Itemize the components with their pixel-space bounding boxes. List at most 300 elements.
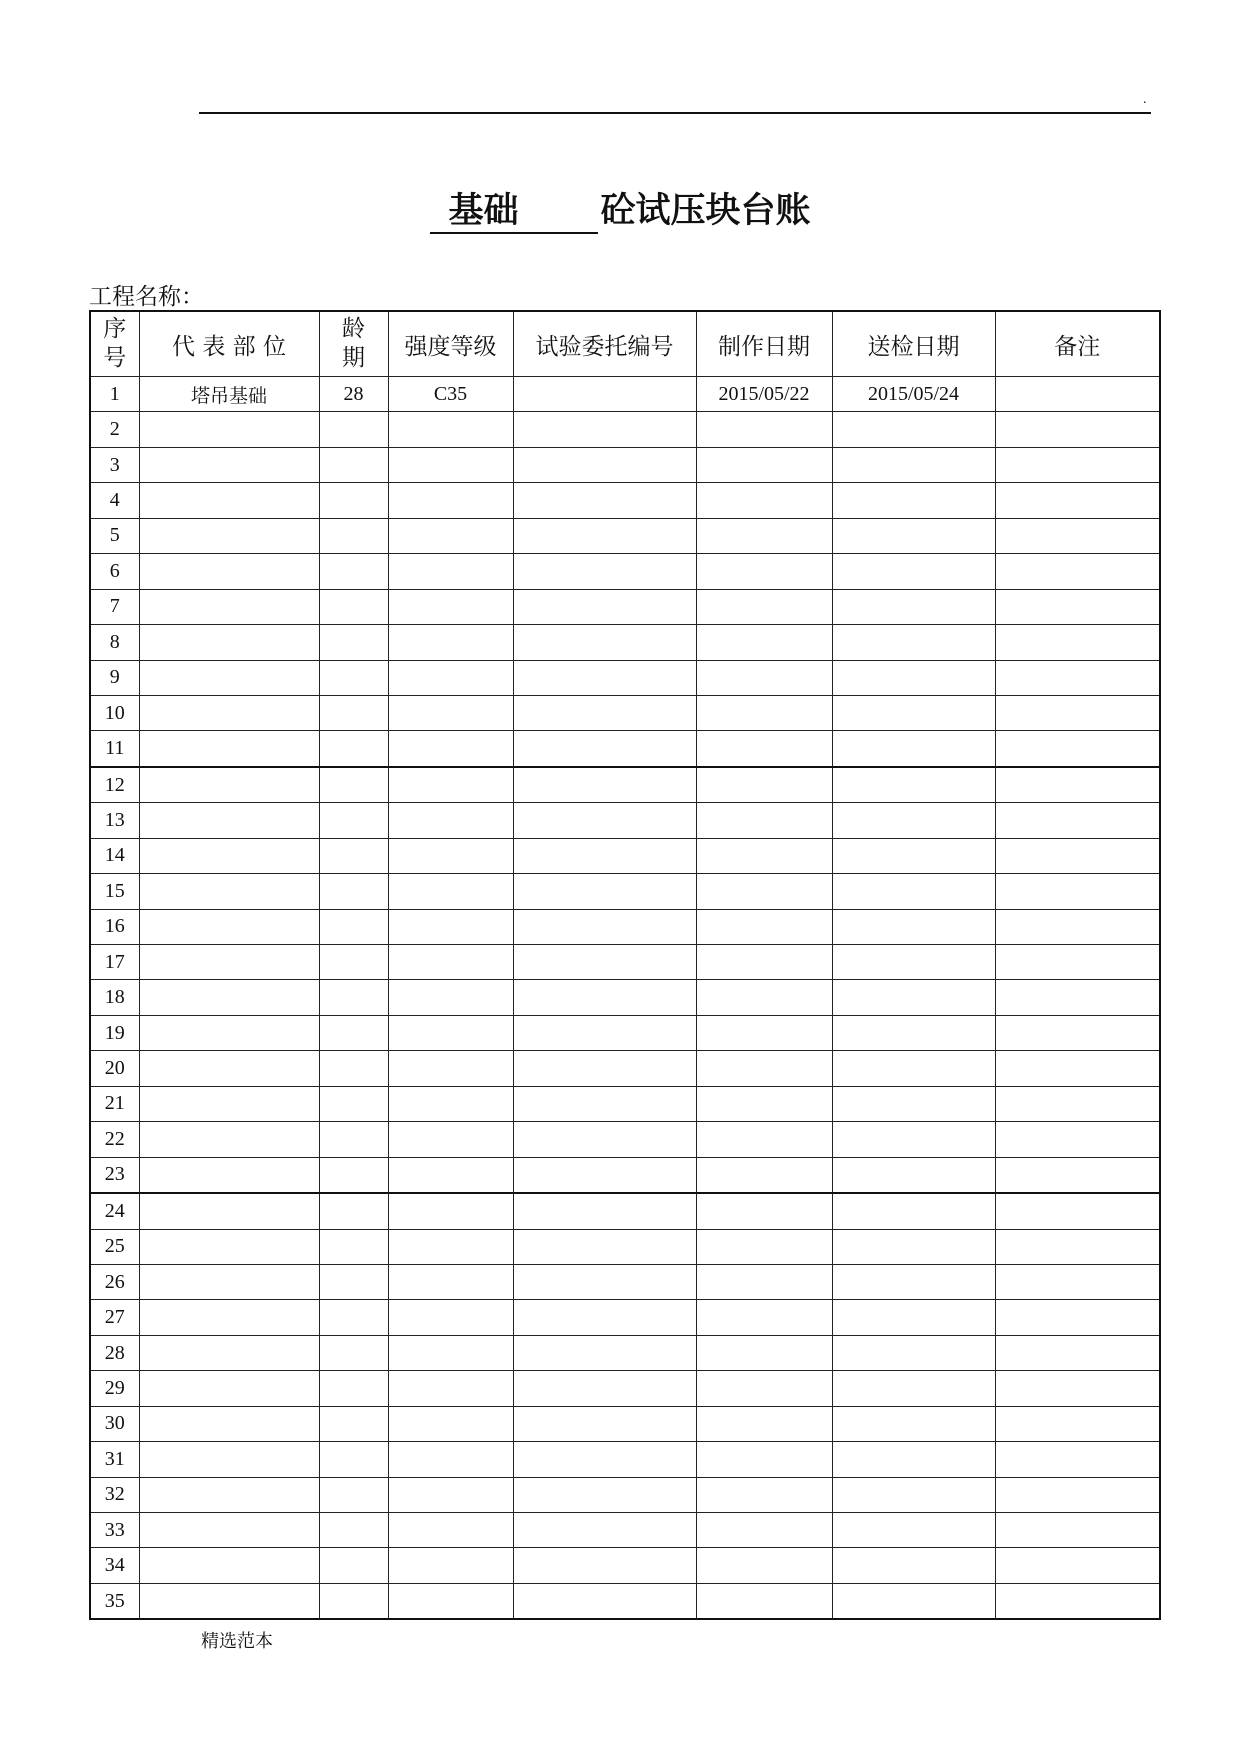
cell-made-date[interactable]	[696, 695, 832, 730]
cell-made-date[interactable]	[696, 625, 832, 660]
cell-grade[interactable]	[388, 1371, 513, 1406]
cell-commission-no[interactable]	[513, 909, 696, 944]
cell-made-date[interactable]	[696, 1086, 832, 1121]
cell-made-date[interactable]	[696, 1442, 832, 1477]
cell-commission-no[interactable]	[513, 1051, 696, 1086]
cell-commission-no[interactable]	[513, 767, 696, 803]
cell-commission-no[interactable]	[513, 1335, 696, 1370]
cell-commission-no[interactable]	[513, 1086, 696, 1121]
cell-remarks[interactable]	[995, 1193, 1160, 1229]
cell-remarks[interactable]	[995, 1513, 1160, 1548]
cell-location[interactable]	[139, 1157, 319, 1193]
column-header-no	[90, 311, 139, 377]
cell-sent-date[interactable]	[832, 518, 995, 553]
cell-sent-date[interactable]	[832, 1513, 995, 1548]
cell-sent-date[interactable]: 2015/05/24	[832, 377, 995, 412]
cell-location[interactable]	[139, 980, 319, 1015]
column-header-age-line1: 龄	[342, 316, 365, 342]
cell-location[interactable]	[139, 554, 319, 589]
cell-age[interactable]	[319, 1015, 388, 1050]
cell-location[interactable]	[139, 695, 319, 730]
cell-commission-no[interactable]	[513, 1548, 696, 1583]
cell-grade[interactable]	[388, 1442, 513, 1477]
cell-no: 22	[90, 1122, 139, 1157]
cell-grade[interactable]	[388, 838, 513, 873]
cell-made-date[interactable]	[696, 838, 832, 873]
cell-remarks[interactable]	[995, 1122, 1160, 1157]
table-row	[90, 1442, 1160, 1477]
cell-age[interactable]	[319, 412, 388, 447]
cell-no: 12	[90, 767, 139, 803]
cell-made-date[interactable]	[696, 1193, 832, 1229]
cell-age[interactable]	[319, 731, 388, 767]
cell-made-date[interactable]	[696, 1122, 832, 1157]
table-row	[90, 447, 1160, 482]
cell-age[interactable]	[319, 1229, 388, 1264]
cell-remarks[interactable]	[995, 767, 1160, 803]
table-row	[90, 483, 1160, 518]
cell-commission-no[interactable]	[513, 1264, 696, 1299]
cell-made-date[interactable]: 2015/05/22	[696, 377, 832, 412]
cell-sent-date[interactable]	[832, 909, 995, 944]
cell-sent-date[interactable]	[832, 731, 995, 767]
cell-grade[interactable]	[388, 483, 513, 518]
cell-sent-date[interactable]	[832, 447, 995, 482]
cell-sent-date[interactable]	[832, 980, 995, 1015]
cell-made-date[interactable]	[696, 1371, 832, 1406]
cell-commission-no[interactable]	[513, 1300, 696, 1335]
cell-sent-date[interactable]	[832, 1122, 995, 1157]
cell-made-date[interactable]	[696, 1335, 832, 1370]
cell-no: 15	[90, 874, 139, 909]
cell-location[interactable]	[139, 731, 319, 767]
cell-age[interactable]	[319, 874, 388, 909]
cell-sent-date[interactable]	[832, 695, 995, 730]
table-row	[90, 838, 1160, 873]
cell-location[interactable]	[139, 1406, 319, 1441]
title-suffix: 砼试压块台账	[600, 191, 811, 231]
cell-no: 3	[90, 447, 139, 482]
cell-commission-no[interactable]	[513, 1513, 696, 1548]
cell-sent-date[interactable]	[832, 1442, 995, 1477]
header-rule	[199, 112, 1151, 114]
cell-commission-no[interactable]	[513, 874, 696, 909]
cell-remarks[interactable]	[995, 695, 1160, 730]
cell-no: 33	[90, 1513, 139, 1548]
cell-location[interactable]	[139, 625, 319, 660]
cell-location[interactable]	[139, 412, 319, 447]
cell-remarks[interactable]	[995, 731, 1160, 767]
cell-grade[interactable]	[388, 1513, 513, 1548]
column-header-location: 代 表 部 位	[139, 311, 319, 377]
cell-grade[interactable]	[388, 1335, 513, 1370]
cell-grade[interactable]	[388, 1583, 513, 1619]
table-row	[90, 803, 1160, 838]
cell-made-date[interactable]	[696, 412, 832, 447]
cell-location[interactable]	[139, 1264, 319, 1299]
cell-age[interactable]	[319, 695, 388, 730]
cell-no: 31	[90, 1442, 139, 1477]
cell-made-date[interactable]	[696, 767, 832, 803]
cell-age[interactable]	[319, 1513, 388, 1548]
cell-age[interactable]	[319, 945, 388, 980]
cell-location[interactable]	[139, 1193, 319, 1229]
cell-age[interactable]	[319, 589, 388, 624]
cell-commission-no[interactable]	[513, 589, 696, 624]
cell-grade[interactable]	[388, 803, 513, 838]
cell-location[interactable]	[139, 447, 319, 482]
cell-sent-date[interactable]	[832, 1086, 995, 1121]
cell-sent-date[interactable]	[832, 1193, 995, 1229]
cell-made-date[interactable]	[696, 447, 832, 482]
cell-location[interactable]	[139, 1335, 319, 1370]
cell-location[interactable]	[139, 1442, 319, 1477]
cell-commission-no[interactable]	[513, 377, 696, 412]
cell-remarks[interactable]	[995, 518, 1160, 553]
cell-made-date[interactable]	[696, 483, 832, 518]
cell-remarks[interactable]	[995, 1442, 1160, 1477]
column-header-age-line2: 期	[342, 345, 365, 371]
column-header-commission-no: 试验委托编号	[513, 311, 696, 377]
table-row	[90, 1548, 1160, 1583]
cell-location[interactable]	[139, 1513, 319, 1548]
cell-grade[interactable]: C35	[388, 377, 513, 412]
cell-sent-date[interactable]	[832, 660, 995, 695]
cell-commission-no[interactable]	[513, 695, 696, 730]
cell-no: 2	[90, 412, 139, 447]
cell-made-date[interactable]	[696, 1300, 832, 1335]
cell-no: 5	[90, 518, 139, 553]
cell-sent-date[interactable]	[832, 803, 995, 838]
table-row	[90, 1583, 1160, 1619]
cell-age[interactable]	[319, 1335, 388, 1370]
cell-sent-date[interactable]	[832, 1548, 995, 1583]
cell-remarks[interactable]	[995, 1229, 1160, 1264]
cell-made-date[interactable]	[696, 1264, 832, 1299]
cell-grade[interactable]	[388, 1015, 513, 1050]
column-header-no-line1: 序	[103, 316, 127, 342]
cell-sent-date[interactable]	[832, 1335, 995, 1370]
table-row	[90, 1264, 1160, 1299]
table-row	[90, 874, 1160, 909]
cell-location[interactable]	[139, 838, 319, 873]
cell-commission-no[interactable]	[513, 1157, 696, 1193]
cell-location[interactable]	[139, 589, 319, 624]
cell-sent-date[interactable]	[832, 483, 995, 518]
cell-commission-no[interactable]	[513, 803, 696, 838]
cell-age[interactable]	[319, 1548, 388, 1583]
cell-remarks[interactable]	[995, 1335, 1160, 1370]
cell-made-date[interactable]	[696, 518, 832, 553]
cell-made-date[interactable]	[696, 909, 832, 944]
cell-commission-no[interactable]	[513, 1371, 696, 1406]
cell-age[interactable]	[319, 1086, 388, 1121]
cell-remarks[interactable]	[995, 1157, 1160, 1193]
page-title	[0, 190, 1241, 234]
cell-age[interactable]	[319, 1406, 388, 1441]
cell-location[interactable]	[139, 1300, 319, 1335]
cell-location[interactable]	[139, 909, 319, 944]
table-row	[90, 1122, 1160, 1157]
cell-made-date[interactable]	[696, 803, 832, 838]
cell-made-date[interactable]	[696, 1015, 832, 1050]
cell-location[interactable]	[139, 1548, 319, 1583]
cell-made-date[interactable]	[696, 1229, 832, 1264]
cell-made-date[interactable]	[696, 660, 832, 695]
cell-age[interactable]	[319, 483, 388, 518]
cell-commission-no[interactable]	[513, 945, 696, 980]
cell-location[interactable]	[139, 1015, 319, 1050]
cell-no: 19	[90, 1015, 139, 1050]
cell-commission-no[interactable]	[513, 412, 696, 447]
cell-age[interactable]	[319, 660, 388, 695]
table-row	[90, 731, 1160, 767]
cell-grade[interactable]	[388, 412, 513, 447]
cell-no: 34	[90, 1548, 139, 1583]
cell-commission-no[interactable]	[513, 1477, 696, 1512]
cell-remarks[interactable]	[995, 980, 1160, 1015]
cell-remarks[interactable]	[995, 1406, 1160, 1441]
cell-grade[interactable]	[388, 945, 513, 980]
cell-grade[interactable]	[388, 874, 513, 909]
cell-remarks[interactable]	[995, 803, 1160, 838]
cell-location[interactable]	[139, 1477, 319, 1512]
cell-made-date[interactable]	[696, 1477, 832, 1512]
cell-grade[interactable]	[388, 625, 513, 660]
cell-remarks[interactable]	[995, 1300, 1160, 1335]
cell-made-date[interactable]	[696, 1583, 832, 1619]
cell-remarks[interactable]	[995, 909, 1160, 944]
cell-sent-date[interactable]	[832, 1015, 995, 1050]
cell-grade[interactable]	[388, 518, 513, 553]
cell-grade[interactable]	[388, 731, 513, 767]
cell-commission-no[interactable]	[513, 731, 696, 767]
cell-location[interactable]	[139, 1583, 319, 1619]
cell-remarks[interactable]	[995, 1015, 1160, 1050]
cell-age[interactable]	[319, 838, 388, 873]
cell-grade[interactable]	[388, 660, 513, 695]
cell-age[interactable]	[319, 447, 388, 482]
cell-remarks[interactable]	[995, 1371, 1160, 1406]
cell-location[interactable]	[139, 483, 319, 518]
cell-sent-date[interactable]	[832, 554, 995, 589]
cell-age[interactable]	[319, 1264, 388, 1299]
cell-age[interactable]	[319, 554, 388, 589]
cell-remarks[interactable]	[995, 589, 1160, 624]
cell-remarks[interactable]	[995, 660, 1160, 695]
cell-remarks[interactable]	[995, 412, 1160, 447]
cell-grade[interactable]	[388, 1157, 513, 1193]
cell-location[interactable]	[139, 1229, 319, 1264]
cell-age[interactable]	[319, 767, 388, 803]
cell-commission-no[interactable]	[513, 838, 696, 873]
cell-made-date[interactable]	[696, 1548, 832, 1583]
cell-commission-no[interactable]	[513, 1583, 696, 1619]
cell-age[interactable]	[319, 1051, 388, 1086]
title-subject: 基础	[430, 190, 598, 234]
cell-location[interactable]	[139, 660, 319, 695]
cell-grade[interactable]	[388, 1229, 513, 1264]
cell-age[interactable]: 28	[319, 377, 388, 412]
cell-sent-date[interactable]	[832, 1229, 995, 1264]
cell-made-date[interactable]	[696, 1406, 832, 1441]
cell-age[interactable]	[319, 1371, 388, 1406]
cell-remarks[interactable]	[995, 483, 1160, 518]
cell-location[interactable]	[139, 1086, 319, 1121]
cell-grade[interactable]	[388, 554, 513, 589]
cell-made-date[interactable]	[696, 1513, 832, 1548]
cell-location[interactable]	[139, 874, 319, 909]
cell-commission-no[interactable]	[513, 447, 696, 482]
cell-grade[interactable]	[388, 1051, 513, 1086]
cell-grade[interactable]	[388, 767, 513, 803]
cell-made-date[interactable]	[696, 874, 832, 909]
cell-no: 10	[90, 695, 139, 730]
cell-grade[interactable]	[388, 1406, 513, 1441]
column-header-age	[319, 311, 388, 377]
cell-age[interactable]	[319, 909, 388, 944]
cell-commission-no[interactable]	[513, 1229, 696, 1264]
cell-remarks[interactable]	[995, 377, 1160, 412]
cell-no: 14	[90, 838, 139, 873]
cell-remarks[interactable]	[995, 447, 1160, 482]
cell-made-date[interactable]	[696, 980, 832, 1015]
cell-no: 26	[90, 1264, 139, 1299]
table-row	[90, 695, 1160, 730]
cell-age[interactable]	[319, 1122, 388, 1157]
cell-location[interactable]: 塔吊基础	[139, 377, 319, 412]
table-row	[90, 518, 1160, 553]
table-row	[90, 767, 1160, 803]
cell-commission-no[interactable]	[513, 1193, 696, 1229]
cell-made-date[interactable]	[696, 1157, 832, 1193]
cell-sent-date[interactable]	[832, 1264, 995, 1299]
cell-grade[interactable]	[388, 1086, 513, 1121]
cell-age[interactable]	[319, 1583, 388, 1619]
cell-commission-no[interactable]	[513, 980, 696, 1015]
cell-sent-date[interactable]	[832, 1583, 995, 1619]
cell-remarks[interactable]	[995, 945, 1160, 980]
cell-sent-date[interactable]	[832, 625, 995, 660]
cell-grade[interactable]	[388, 1193, 513, 1229]
cell-commission-no[interactable]	[513, 660, 696, 695]
cell-sent-date[interactable]	[832, 589, 995, 624]
cell-age[interactable]	[319, 1300, 388, 1335]
cell-remarks[interactable]	[995, 1548, 1160, 1583]
cell-sent-date[interactable]	[832, 1406, 995, 1441]
table-row	[90, 1051, 1160, 1086]
cell-grade[interactable]	[388, 695, 513, 730]
cell-grade[interactable]	[388, 909, 513, 944]
cell-location[interactable]	[139, 803, 319, 838]
cell-commission-no[interactable]	[513, 554, 696, 589]
cell-age[interactable]	[319, 518, 388, 553]
cell-age[interactable]	[319, 1157, 388, 1193]
cell-age[interactable]	[319, 1442, 388, 1477]
cell-grade[interactable]	[388, 1300, 513, 1335]
cell-made-date[interactable]	[696, 554, 832, 589]
cell-remarks[interactable]	[995, 1583, 1160, 1619]
cell-grade[interactable]	[388, 1264, 513, 1299]
cell-made-date[interactable]	[696, 945, 832, 980]
cell-sent-date[interactable]	[832, 1477, 995, 1512]
cell-commission-no[interactable]	[513, 518, 696, 553]
cell-sent-date[interactable]	[832, 412, 995, 447]
cell-sent-date[interactable]	[832, 874, 995, 909]
cell-remarks[interactable]	[995, 625, 1160, 660]
cell-no: 29	[90, 1371, 139, 1406]
cell-sent-date[interactable]	[832, 945, 995, 980]
table-row	[90, 1477, 1160, 1512]
column-header-sent-date: 送检日期	[832, 311, 995, 377]
cell-remarks[interactable]	[995, 1086, 1160, 1121]
cell-made-date[interactable]	[696, 731, 832, 767]
cell-no: 18	[90, 980, 139, 1015]
cell-grade[interactable]	[388, 589, 513, 624]
cell-made-date[interactable]	[696, 1051, 832, 1086]
cell-sent-date[interactable]	[832, 1371, 995, 1406]
cell-location[interactable]	[139, 1371, 319, 1406]
cell-grade[interactable]	[388, 980, 513, 1015]
cell-remarks[interactable]	[995, 1477, 1160, 1512]
cell-commission-no[interactable]	[513, 1406, 696, 1441]
cell-remarks[interactable]	[995, 838, 1160, 873]
cell-grade[interactable]	[388, 1122, 513, 1157]
cell-location[interactable]	[139, 518, 319, 553]
cell-commission-no[interactable]	[513, 1442, 696, 1477]
cell-sent-date[interactable]	[832, 838, 995, 873]
cell-commission-no[interactable]	[513, 625, 696, 660]
cell-remarks[interactable]	[995, 874, 1160, 909]
cell-commission-no[interactable]	[513, 1122, 696, 1157]
table-row	[90, 625, 1160, 660]
cell-age[interactable]	[319, 1477, 388, 1512]
cell-grade[interactable]	[388, 1548, 513, 1583]
cell-sent-date[interactable]	[832, 1300, 995, 1335]
cell-age[interactable]	[319, 1193, 388, 1229]
table-row	[90, 1015, 1160, 1050]
cell-location[interactable]	[139, 1051, 319, 1086]
cell-remarks[interactable]	[995, 554, 1160, 589]
project-name-field[interactable]	[208, 284, 546, 311]
cell-no: 24	[90, 1193, 139, 1229]
cell-grade[interactable]	[388, 447, 513, 482]
cell-no: 32	[90, 1477, 139, 1512]
cell-age[interactable]	[319, 625, 388, 660]
cell-location[interactable]	[139, 1122, 319, 1157]
cell-sent-date[interactable]	[832, 1051, 995, 1086]
cell-age[interactable]	[319, 980, 388, 1015]
cell-sent-date[interactable]	[832, 1157, 995, 1193]
ledger-table	[89, 310, 1161, 1620]
cell-commission-no[interactable]	[513, 1015, 696, 1050]
cell-grade[interactable]	[388, 1477, 513, 1512]
cell-commission-no[interactable]	[513, 483, 696, 518]
cell-no: 1	[90, 377, 139, 412]
table-row	[90, 1406, 1160, 1441]
cell-remarks[interactable]	[995, 1264, 1160, 1299]
cell-location[interactable]	[139, 767, 319, 803]
cell-age[interactable]	[319, 803, 388, 838]
cell-no: 13	[90, 803, 139, 838]
table-row	[90, 1513, 1160, 1548]
header-row	[90, 311, 1160, 377]
cell-made-date[interactable]	[696, 589, 832, 624]
cell-location[interactable]	[139, 945, 319, 980]
cell-sent-date[interactable]	[832, 767, 995, 803]
table-row	[90, 980, 1160, 1015]
cell-remarks[interactable]	[995, 1051, 1160, 1086]
